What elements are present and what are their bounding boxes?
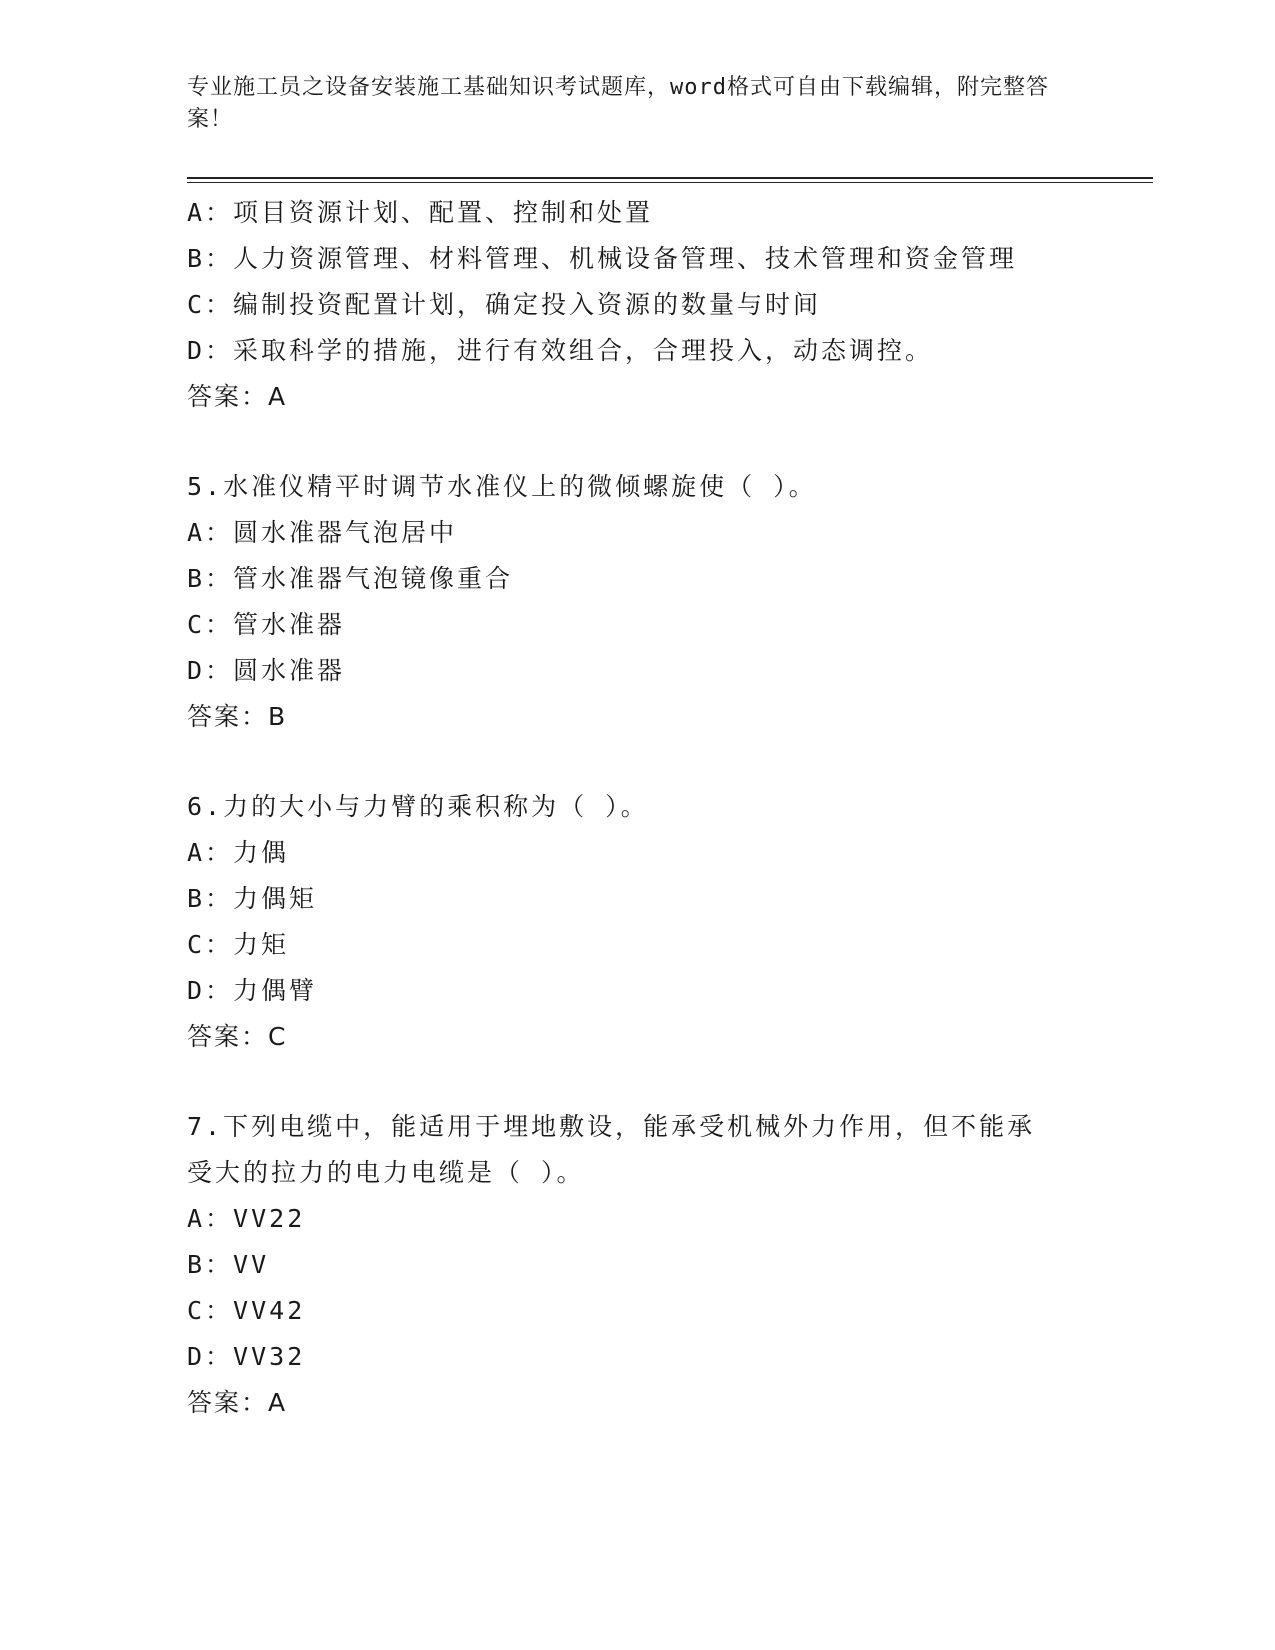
question-list <box>187 190 1087 1426</box>
question-4 <box>187 190 1087 420</box>
question-7 <box>187 1104 1087 1426</box>
answer: 答案：A <box>187 382 288 411</box>
question-text: 5.水准仪精平时调节水准仪上的微倾螺旋使（ ）。 <box>187 472 817 501</box>
option-c: C：管水准器 <box>187 610 346 639</box>
option-c: C：编制投资配置计划，确定投入资源的数量与时间 <box>187 290 822 319</box>
answer: 答案：B <box>187 702 288 731</box>
answer: 答案：A <box>187 1388 288 1417</box>
option-b: B：人力资源管理、材料管理、机械设备管理、技术管理和资金管理 <box>187 244 1018 273</box>
option-d: D：VV32 <box>187 1342 306 1371</box>
option-a: A：项目资源计划、配置、控制和处置 <box>187 198 654 227</box>
header-divider-thick <box>187 177 1153 179</box>
option-d: D：力偶臂 <box>187 976 318 1005</box>
answer: 答案：C <box>187 1022 288 1051</box>
option-d: D：采取科学的措施，进行有效组合，合理投入，动态调控。 <box>187 336 934 365</box>
option-b: B：力偶矩 <box>187 884 318 913</box>
option-b: B：VV <box>187 1250 270 1279</box>
header-divider-thin <box>187 182 1153 183</box>
question-text: 6.力的大小与力臂的乘积称为（ ）。 <box>187 792 649 821</box>
question-5 <box>187 464 1087 740</box>
option-a: A：VV22 <box>187 1204 306 1233</box>
option-d: D：圆水准器 <box>187 656 346 685</box>
option-a: A：力偶 <box>187 838 290 867</box>
question-text-line-1: 7.下列电缆中，能适用于埋地敷设，能承受机械外力作用，但不能承 <box>187 1112 1036 1141</box>
document-header: 专业施工员之设备安装施工基础知识考试题库，word格式可自由下载编辑，附完整答案！ <box>187 75 1049 132</box>
option-b: B：管水准器气泡镜像重合 <box>187 564 514 593</box>
option-c: C：VV42 <box>187 1296 306 1325</box>
option-c: C：力矩 <box>187 930 290 959</box>
question-text-line-2: 受大的拉力的电力电缆是（ ）。 <box>187 1158 585 1187</box>
option-a: A：圆水准器气泡居中 <box>187 518 458 547</box>
question-6 <box>187 784 1087 1060</box>
